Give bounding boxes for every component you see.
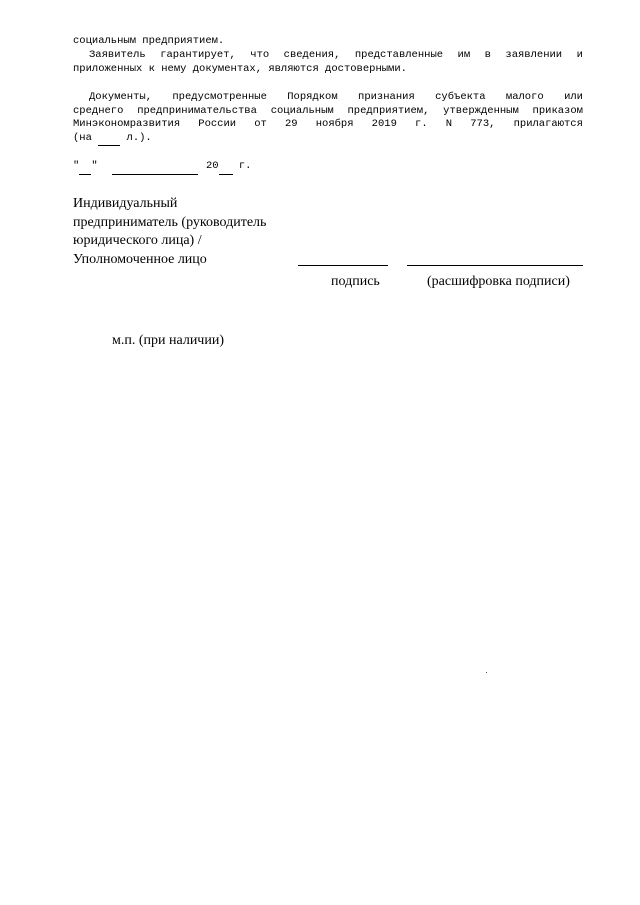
word: Заявитель [89, 49, 146, 61]
date-line [73, 160, 251, 175]
word: 773, [470, 118, 496, 130]
word: заявлении [505, 49, 563, 61]
word: России [198, 118, 237, 130]
signer-line-3: юридического лица) / [73, 233, 202, 248]
month-blank [112, 160, 198, 175]
word: г. [415, 118, 428, 130]
documents-paragraph [73, 91, 583, 146]
word: признания [358, 91, 415, 103]
signature-caption: подпись [331, 274, 380, 289]
documents-line-3 [73, 118, 583, 132]
word: от [254, 118, 267, 130]
pages-count-prefix: (на [73, 131, 99, 144]
guarantee-paragraph [73, 49, 583, 76]
word: им [457, 49, 471, 61]
word: ноября [315, 118, 354, 130]
signer-line-4: Уполномоченное лицо [73, 251, 207, 267]
word: субъекта [435, 91, 486, 103]
signer-block [73, 195, 266, 269]
documents-line-4 [73, 132, 583, 147]
signer-line-2: предприниматель (руководитель [73, 214, 267, 230]
year-suffix: г. [232, 160, 252, 172]
year-prefix: 20 [205, 160, 219, 172]
documents-line-1 [73, 91, 583, 105]
word: среднего [73, 104, 124, 117]
signer-line-1: Индивидуальный [73, 196, 178, 211]
word: представленные [354, 49, 444, 61]
guarantee-line-1 [73, 49, 583, 63]
signature-decoding-caption: (расшифровка подписи) [427, 274, 570, 289]
word: приказом [532, 104, 583, 117]
word: 29 [284, 118, 298, 130]
word: и [576, 49, 583, 61]
paragraph-end-text: социальным предприятием. [73, 35, 225, 47]
stamp-label: м.п. (при наличии) [112, 333, 224, 348]
word: малого [505, 91, 544, 103]
documents-line-2 [73, 105, 583, 119]
word: социальным [270, 104, 334, 117]
stray-dot [486, 672, 487, 673]
date-open-quote: " [73, 160, 80, 172]
signature-underline [298, 265, 388, 266]
pages-count-suffix: л.). [120, 131, 152, 144]
year-blank [219, 160, 233, 175]
word: или [564, 91, 583, 103]
word: предприятием, [347, 104, 430, 117]
word: предусмотренные [172, 91, 267, 103]
date-close-quote: " [91, 160, 98, 172]
day-blank [79, 160, 91, 175]
word: N [445, 118, 453, 130]
pages-count-blank [98, 132, 120, 147]
guarantee-line-2: приложенных к нему документах, являются достоверными. [73, 62, 407, 75]
word: сведения, [283, 49, 341, 61]
word: в [484, 49, 491, 61]
word: предпринимательства [137, 104, 257, 117]
word: 2019 [371, 118, 397, 130]
word: что [250, 49, 270, 61]
word: гарантирует, [160, 49, 236, 61]
word: Порядком [287, 91, 338, 103]
word: утвержденным [443, 104, 519, 117]
word: Документы, [89, 91, 153, 103]
signature-decoding-underline [407, 265, 583, 266]
word: Минэкономразвития [73, 118, 181, 130]
word: прилагаются [513, 118, 583, 130]
